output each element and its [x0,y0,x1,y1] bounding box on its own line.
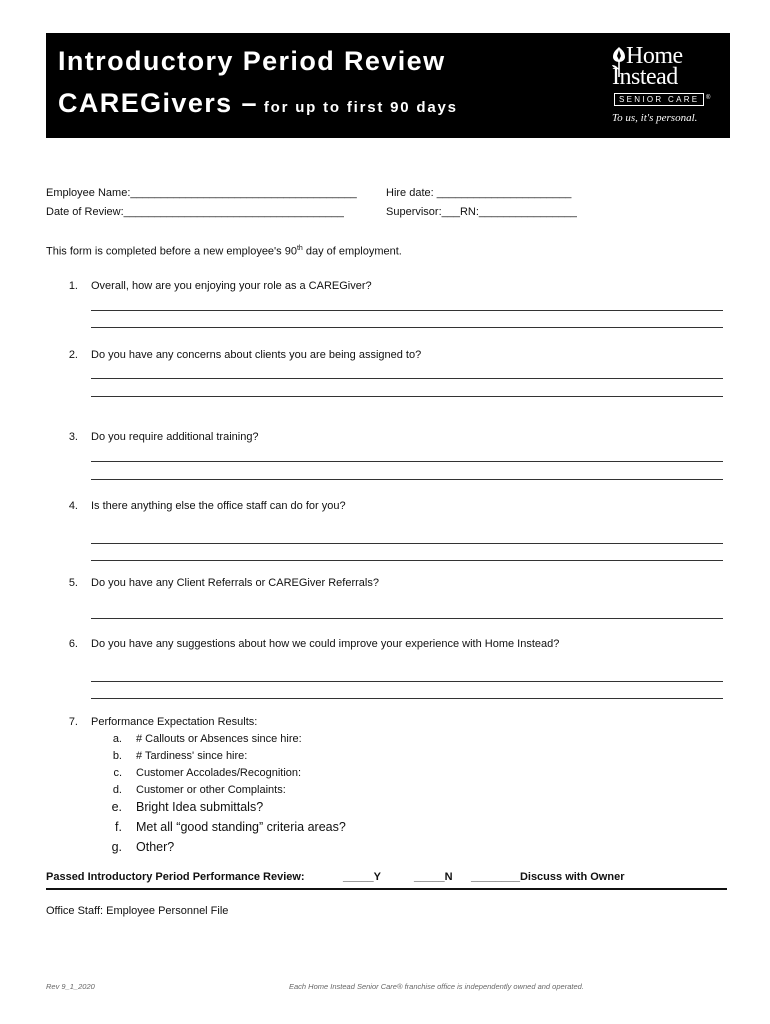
passed-review-label: Passed Introductory Period Performance Review: [46,871,305,883]
answer-line[interactable] [91,327,723,328]
result-item: Customer or other Complaints: [136,784,286,796]
result-item: Met all “good standing” criteria areas? [136,820,346,834]
question-number: 4. [68,500,78,512]
page-subtitle [58,88,458,119]
logo-word-home: Home [626,43,683,69]
supervisor-field[interactable]: Supervisor:___RN:________________ [386,206,577,218]
result-letter: a. [112,733,122,745]
result-item: Customer Accolades/Recognition: [136,767,302,779]
employee-name-field[interactable]: Employee Name:_____________________________________ [46,187,357,199]
subtitle-period: for up to first 90 days [257,99,458,116]
logo-tagline: To us, it's personal. [612,112,698,124]
question-text: Is there anything else the office staff can do for you? [91,500,346,512]
answer-line[interactable] [91,681,723,682]
office-staff-note: Office Staff: Employee Personnel File [46,905,229,917]
answer-line[interactable] [91,698,723,699]
section-divider [46,888,727,890]
home-instead-logo [606,40,716,130]
question-number: 5. [68,577,78,589]
answer-line[interactable] [91,378,723,379]
answer-line[interactable] [91,479,723,480]
question-text: Performance Expectation Results: [91,716,258,728]
intro-superscript: th [296,245,303,252]
question-number: 2. [68,349,78,361]
result-item: # Tardiness' since hire: [136,750,248,762]
result-letter: d. [112,784,122,796]
hire-date-field[interactable]: Hire date: ______________________ [386,187,572,199]
question-number: 3. [68,431,78,443]
question-text: Do you have any suggestions about how we could improve your experience with Home Instead? [91,638,560,650]
intro-text [46,242,402,259]
result-item: Other? [136,840,175,854]
franchise-notice: Each Home Instead Senior Care® franchise office is independently owned and operated. [289,982,584,991]
result-letter: f. [115,820,122,834]
answer-line[interactable] [91,543,723,544]
intro-before: This form is completed before a new employee's 90 [46,245,297,258]
question-number: 6. [68,638,78,650]
logo-word-instead: Instead [612,64,678,90]
result-letter: e. [111,800,122,814]
result-letter: c. [113,767,122,779]
question-number: 7. [68,716,78,728]
question-number: 1. [68,280,78,292]
intro-after: day of employment. [302,245,402,258]
passed-no-field[interactable]: _____N [414,871,453,883]
registered-mark: ® [706,95,711,101]
result-item: # Callouts or Absences since hire: [136,733,302,745]
passed-yes-field[interactable]: _____Y [343,871,381,883]
answer-line[interactable] [91,560,723,561]
answer-line[interactable] [91,461,723,462]
answer-line[interactable] [91,310,723,311]
question-text: Do you have any Client Referrals or CAREGiver Referrals? [91,577,379,589]
date-of-review-field[interactable]: Date of Review:____________________________________ [46,206,344,218]
answer-line[interactable] [91,618,723,619]
logo-badge: SENIOR CARE [614,93,704,106]
revision-label: Rev 9_1_2020 [46,982,95,991]
discuss-with-owner-field[interactable]: ________Discuss with Owner [471,871,625,883]
result-item: Bright Idea submittals? [136,800,264,814]
answer-line[interactable] [91,396,723,397]
result-letter: g. [111,840,122,854]
question-text: Do you have any concerns about clients you are being assigned to? [91,349,422,361]
question-text: Do you require additional training? [91,431,259,443]
page-title: Introductory Period Review [58,46,446,76]
subtitle-main: CAREGivers – [58,88,258,118]
question-text: Overall, how are you enjoying your role as a CAREGiver? [91,280,372,292]
result-letter: b. [112,750,122,762]
